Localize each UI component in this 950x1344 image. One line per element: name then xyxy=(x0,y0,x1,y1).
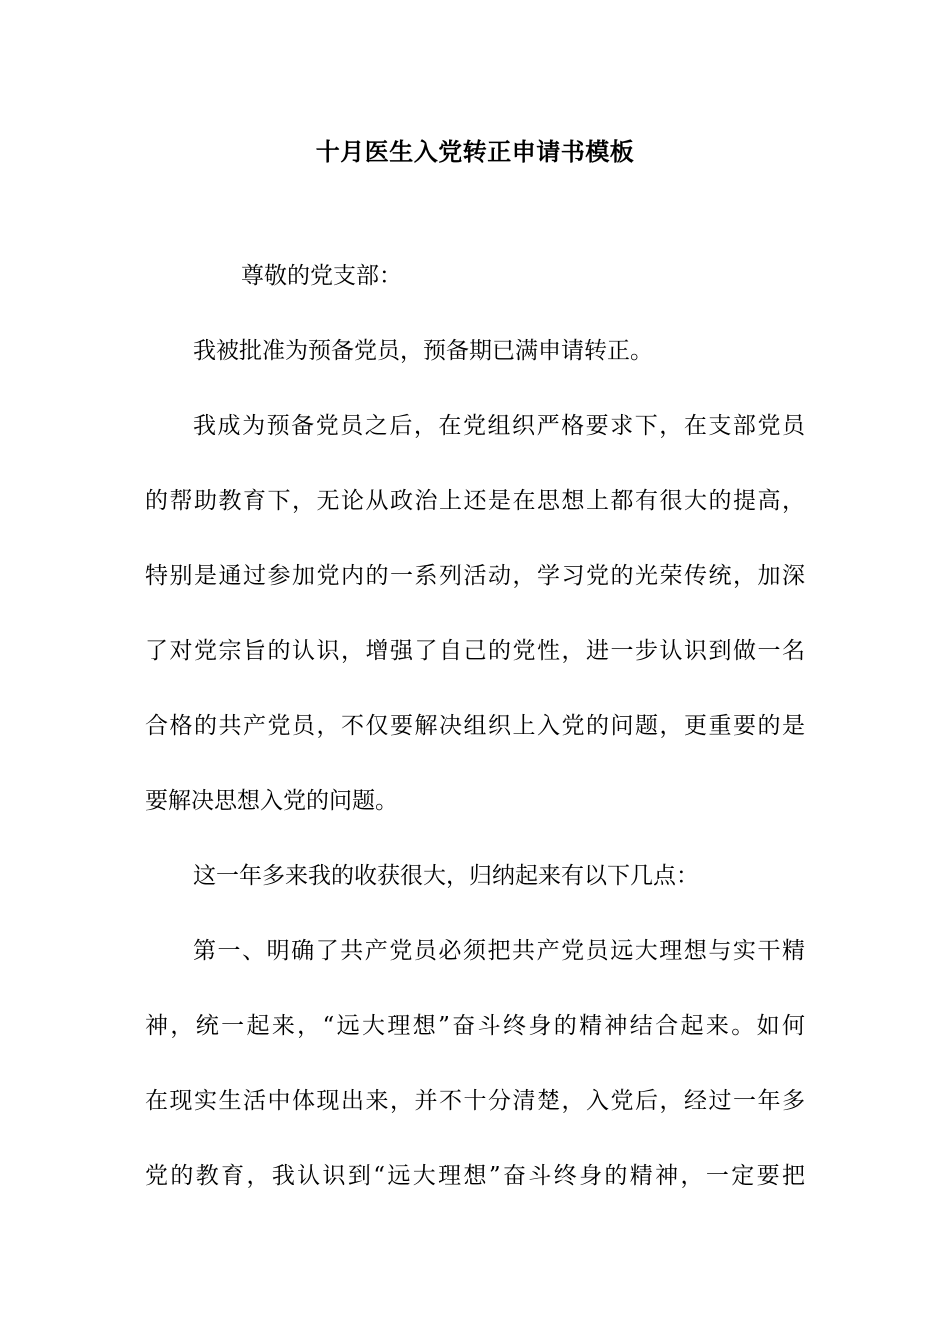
body-line: 我成为预备党员之后，在党组织严格要求下，在支部党员 xyxy=(193,413,805,439)
body-line: 党的教育，我认识到“远大理想”奋斗终身的精神，一定要把 xyxy=(145,1163,805,1189)
salutation-line: 尊敬的党支部： xyxy=(241,263,402,289)
body-line: 的帮助教育下，无论从政治上还是在思想上都有很大的提高， xyxy=(145,488,805,514)
body-line: 要解决思想入党的问题。 xyxy=(145,788,398,814)
body-line: 我被批准为预备党员，预备期已满申请转正。 xyxy=(193,338,653,364)
body-line: 了对党宗旨的认识，增强了自己的党性，进一步认识到做一名 xyxy=(145,638,805,664)
body-line: 第一、明确了共产党员必须把共产党员远大理想与实干精 xyxy=(193,938,805,964)
body-line: 在现实生活中体现出来，并不十分清楚，入党后，经过一年多 xyxy=(145,1088,805,1114)
body-line: 神，统一起来，“远大理想”奋斗终身的精神结合起来。如何 xyxy=(145,1013,805,1039)
body-line: 特别是通过参加党内的一系列活动，学习党的光荣传统，加深 xyxy=(145,563,805,589)
document-title: 十月医生入党转正申请书模板 xyxy=(315,137,635,166)
body-line: 合格的共产党员，不仅要解决组织上入党的问题，更重要的是 xyxy=(145,713,805,739)
body-line: 这一年多来我的收获很大，归纳起来有以下几点： xyxy=(193,863,699,889)
